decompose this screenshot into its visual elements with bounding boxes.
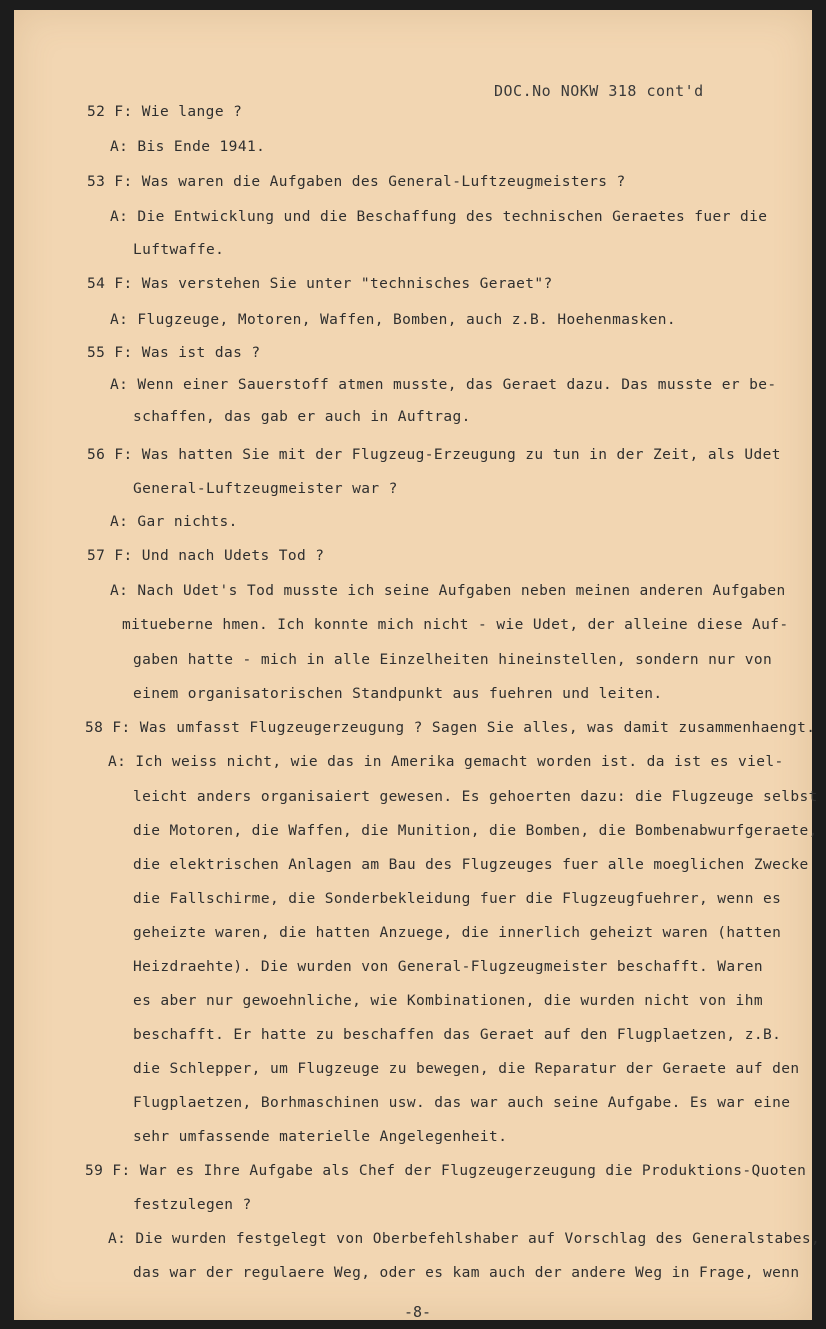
transcript-line: geheizte waren, die hatten Anzuege, die innerlich geheizt waren (hatten	[133, 925, 782, 941]
transcript-line: A: Flugzeuge, Motoren, Waffen, Bomben, auch z.B. Hoehenmasken.	[110, 312, 677, 328]
transcript-line: gaben hatte - mich in alle Einzelheiten hineinstellen, sondern nur von	[133, 652, 773, 668]
transcript-line: 55 F: Was ist das ?	[87, 345, 261, 361]
transcript-line: Heizdraehte). Die wurden von General-Flugzeugmeister beschafft. Waren	[133, 959, 763, 975]
transcript-line: die Motoren, die Waffen, die Munition, die Bomben, die Bombenabwurfgeraete,	[133, 823, 818, 839]
transcript-line: Flugplaetzen, Borhmaschinen usw. das war auch seine Aufgabe. Es war eine	[133, 1095, 791, 1111]
transcript-line: leicht anders organisaiert gewesen. Es gehoerten dazu: die Flugzeuge selbst	[133, 789, 818, 805]
page-number: -8-	[404, 1303, 432, 1321]
transcript-line: A: Ich weiss nicht, wie das in Amerika gemacht worden ist. da ist es viel-	[108, 754, 784, 770]
transcript-line: Luftwaffe.	[133, 242, 225, 258]
transcript-line: einem organisatorischen Standpunkt aus fuehren und leiten.	[133, 686, 663, 702]
transcript-line: A: Nach Udet's Tod musste ich seine Aufgaben neben meinen anderen Aufgaben	[110, 583, 786, 599]
transcript-line: es aber nur gewoehnliche, wie Kombinationen, die wurden nicht von ihm	[133, 993, 763, 1009]
transcript-line: schaffen, das gab er auch in Auftrag.	[133, 409, 471, 425]
transcript-line: 53 F: Was waren die Aufgaben des General-Luftzeugmeisters ?	[87, 174, 626, 190]
transcript-line: sehr umfassende materielle Angelegenheit.	[133, 1129, 508, 1145]
transcript-line: festzulegen ?	[133, 1197, 252, 1213]
transcript-line: A: Die wurden festgelegt von Oberbefehlshaber auf Vorschlag des Generalstabes,	[108, 1231, 821, 1247]
transcript-line: 52 F: Wie lange ?	[87, 104, 243, 120]
document-page	[14, 10, 821, 1321]
transcript-line: A: Die Entwicklung und die Beschaffung des technischen Geraetes fuer die	[110, 209, 768, 225]
transcript-line: beschafft. Er hatte zu beschaffen das Geraet auf den Flugplaetzen, z.B.	[133, 1027, 782, 1043]
transcript-line: mitueberne hmen. Ich konnte mich nicht - wie Udet, der alleine diese Auf-	[122, 617, 789, 633]
transcript-line: die Schlepper, um Flugzeuge zu bewegen, die Reparatur der Geraete auf den	[133, 1061, 800, 1077]
transcript-line: 59 F: War es Ihre Aufgabe als Chef der Flugzeugerzeugung die Produktions-Quoten	[85, 1163, 807, 1179]
transcript-line: die elektrischen Anlagen am Bau des Flugzeuges fuer alle moeglichen Zwecke	[133, 857, 809, 873]
transcript-line: 56 F: Was hatten Sie mit der Flugzeug-Erzeugung zu tun in der Zeit, als Udet	[87, 447, 781, 463]
transcript-line: das war der regulaere Weg, oder es kam auch der andere Weg in Frage, wenn	[133, 1265, 800, 1281]
transcript-line: 54 F: Was verstehen Sie unter "technisches Geraet"?	[87, 276, 553, 292]
transcript-line: 58 F: Was umfasst Flugzeugerzeugung ? Sagen Sie alles, was damit zusammenhaengt.	[85, 720, 816, 736]
transcript-line: A: Bis Ende 1941.	[110, 139, 266, 155]
transcript-line: A: Wenn einer Sauerstoff atmen musste, das Geraet dazu. Das musste er be-	[110, 377, 777, 393]
document-reference: DOC.No NOKW 318 cont'd	[494, 82, 704, 100]
transcript-line: A: Gar nichts.	[110, 514, 238, 530]
transcript-line: General-Luftzeugmeister war ?	[133, 481, 398, 497]
transcript-line: die Fallschirme, die Sonderbekleidung fuer die Flugzeugfuehrer, wenn es	[133, 891, 782, 907]
transcript-line: 57 F: Und nach Udets Tod ?	[87, 548, 325, 564]
